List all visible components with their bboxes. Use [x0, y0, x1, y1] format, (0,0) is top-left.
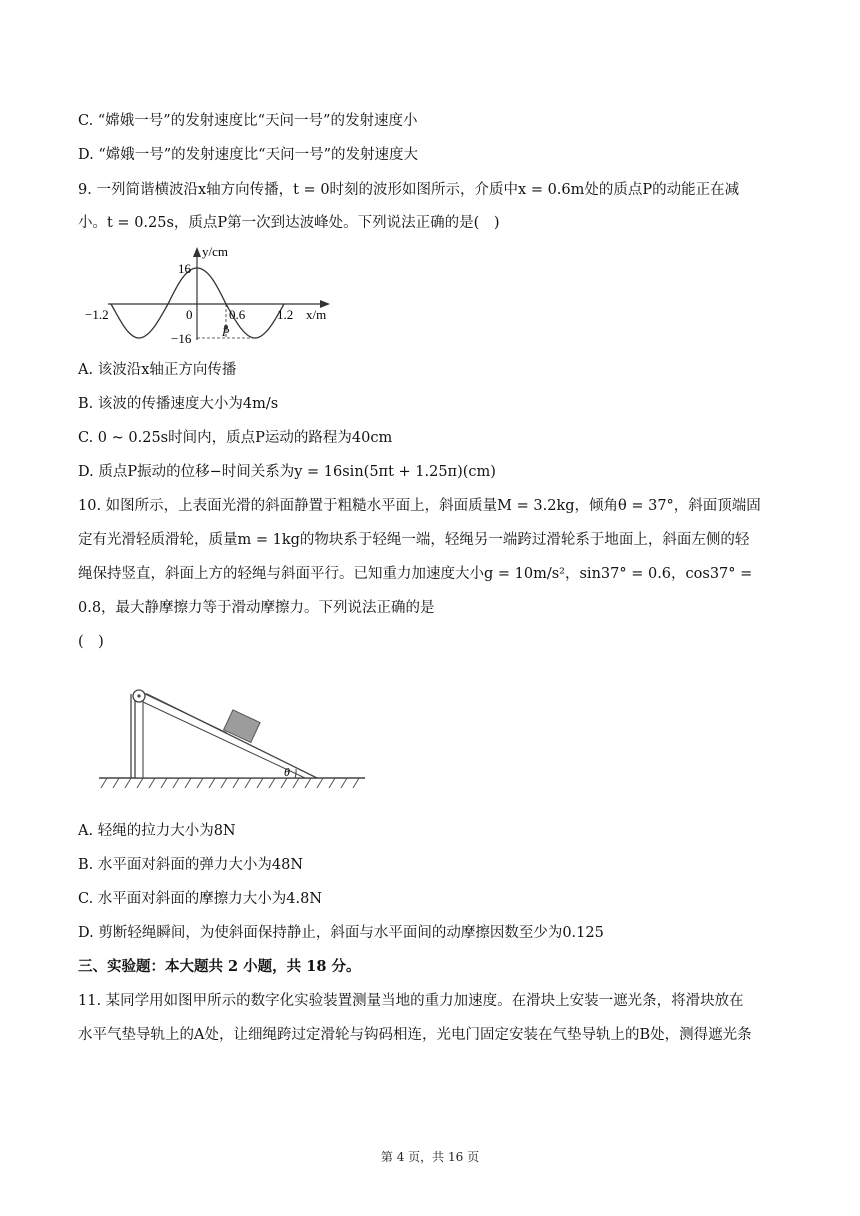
q9-stem-line1: 9. 一列简谐横波沿x轴方向传播，t = 0时刻的波形如图所示，介质中x = 0.6m处的质点P的动能正在减: [78, 182, 740, 198]
q10-stem-line3: 绳保持竖直，斜面上方的轻绳与斜面平行。已知重力加速度大小g = 10m/s²，sin37° = 0.6，cos37° =: [78, 566, 753, 582]
q10-option-a: A. 轻绳的拉力大小为8N: [78, 823, 236, 839]
q10-option-c: C. 水平面对斜面的摩擦力大小为4.8N: [78, 891, 323, 907]
q10-stem-line4: 0.8，最大静摩擦力等于滑动摩擦力。下列说法正确的是: [78, 600, 435, 616]
wave-x-label-zero: 0: [186, 307, 193, 322]
wave-y-min-label: −16: [171, 331, 192, 346]
q10-option-b: B. 水平面对斜面的弹力大小为48N: [78, 857, 304, 873]
q11-stem-line1: 11. 某同学用如图甲所示的数字化实验装置测量当地的重力加速度。在滑块上安装一遮光条，将滑块放在: [78, 993, 744, 1009]
wave-y-max-label: 16: [178, 261, 191, 276]
q9-option-b: B. 该波的传播速度大小为4m/s: [78, 396, 279, 412]
section-three-heading: 三、实验题：本大题共 2 小题，共 18 分。: [78, 958, 361, 975]
wave-figure: [78, 240, 348, 352]
q8-option-d: D. “嫦娥一号”的发射速度比“天问一号”的发射速度大: [78, 147, 418, 163]
wave-x-label-neg: −1.2: [85, 307, 109, 322]
wave-x-label-pos: 1.2: [277, 307, 294, 322]
q9-option-c: C. 0 ~ 0.25s时间内，质点P运动的路程为40cm: [78, 430, 393, 446]
incline-figure: [95, 680, 375, 795]
wave-y-axis-label: y/cm: [202, 244, 228, 259]
q10-option-d: D. 剪断轻绳瞬间，为使斜面保持静止，斜面与水平面间的动摩擦因数至少为0.125: [78, 925, 604, 941]
wave-point-label: P: [222, 325, 230, 339]
q9-option-a: A. 该波沿x轴正方向传播: [78, 362, 237, 378]
q10-stem-line5: ( ): [78, 634, 104, 650]
q11-stem-line2: 水平气垫导轨上的A处，让细绳跨过定滑轮与钩码相连，光电门固定安装在气垫导轨上的B处，测得遮光条: [78, 1027, 752, 1043]
q9-option-d: D. 质点P振动的位移−时间关系为y = 16sin(5πt + 1.25π)(cm): [78, 464, 496, 480]
q10-stem-line2: 定有光滑轻质滑轮，质量m = 1kg的物块系于轻绳一端，轻绳另一端跨过滑轮系于地面上，斜面左侧的轻: [78, 532, 750, 548]
page-footer: 第 4 页，共 16 页: [380, 1150, 480, 1164]
wave-x-axis-label: x/m: [306, 307, 327, 322]
wave-x-label-half: 0.6: [229, 307, 246, 322]
q8-option-c: C. “嫦娥一号”的发射速度比“天问一号”的发射速度小: [78, 113, 418, 129]
incline-angle-label: θ: [284, 765, 290, 779]
q9-stem-line2: 小。t = 0.25s，质点P第一次到达波峰处。下列说法正确的是( ): [78, 215, 500, 231]
q10-stem-line1: 10. 如图所示，上表面光滑的斜面静置于粗糙水平面上，斜面质量M = 3.2kg，倾角θ = 37°，斜面顶端固: [78, 498, 761, 514]
